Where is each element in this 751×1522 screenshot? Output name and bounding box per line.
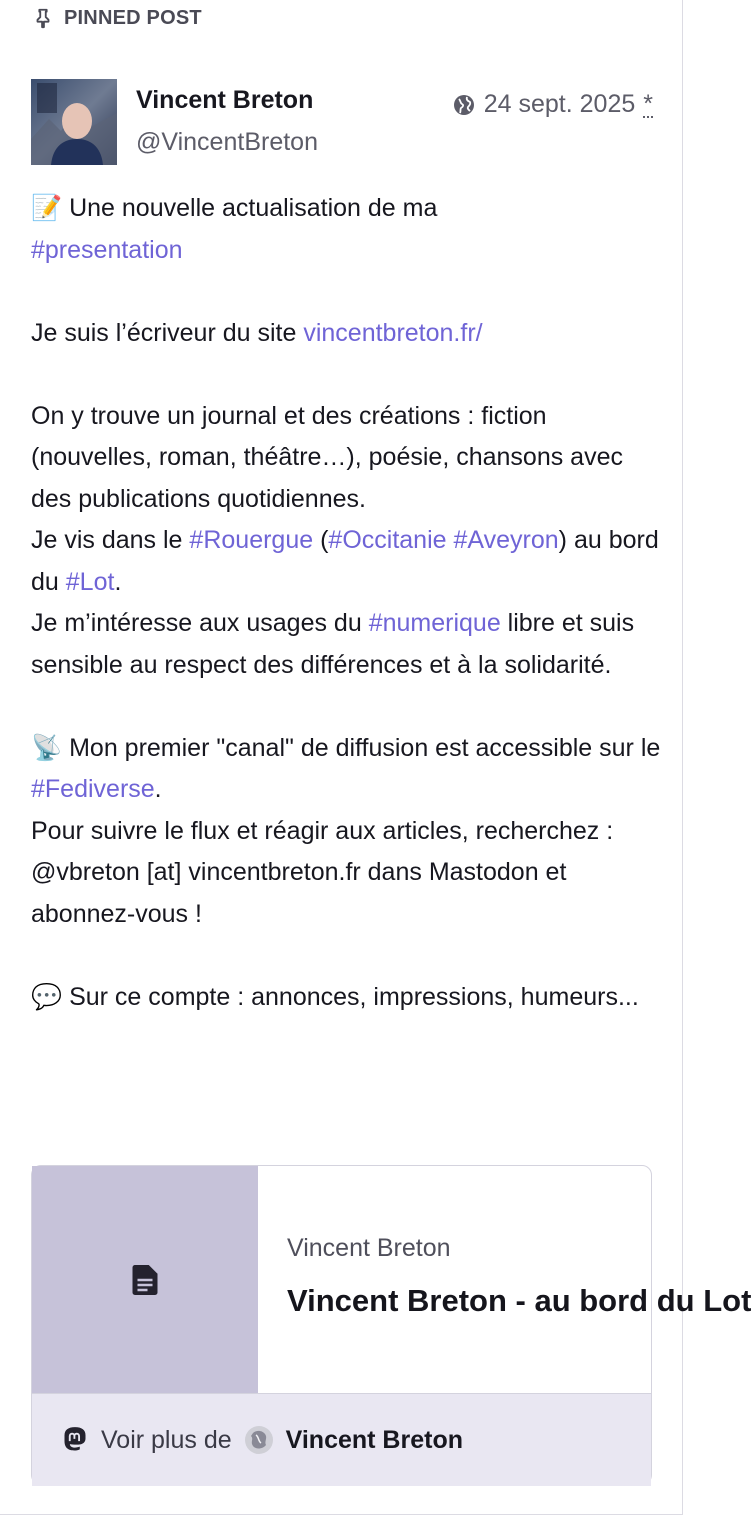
about-line-2a: Je vis dans le (31, 526, 190, 554)
intro-text: Une nouvelle actualisation de ma (62, 194, 438, 222)
edited-indicator[interactable]: * (643, 89, 653, 118)
period: . (154, 775, 162, 803)
fedi-line-2: Pour suivre le flux et réagir aux articles, recherchez : (31, 816, 614, 845)
account-text: Sur ce compte : annonces, impressions, humeurs... (62, 982, 639, 1011)
card-footer[interactable] (32, 1394, 651, 1486)
globe-icon (452, 93, 476, 117)
author-handle[interactable]: @VincentBreton (136, 128, 318, 156)
speech-bubble-emoji: 💬 (31, 982, 63, 1011)
paragraph-account (31, 977, 667, 1019)
card-author: Vincent Breton (287, 1234, 451, 1262)
card-title[interactable]: Vincent Breton - au bord du Lot (287, 1283, 751, 1318)
paragraph-fediverse (31, 728, 667, 936)
card-text (258, 1166, 751, 1393)
pinned-indicator (32, 4, 202, 32)
about-line-2b: au bord du (31, 526, 659, 596)
hashtag-lot[interactable]: #Lot (65, 567, 115, 596)
hashtag-aveyron[interactable]: #Aveyron (453, 526, 559, 554)
pin-icon (32, 7, 54, 29)
link-preview-card[interactable] (31, 1165, 751, 1485)
hashtag-presentation[interactable]: #presentation (31, 235, 183, 264)
author-name[interactable]: Vincent Breton (136, 86, 314, 114)
hashtag-numerique[interactable]: #numerique (368, 609, 501, 637)
satellite-emoji: 📡 (31, 733, 63, 762)
site-link[interactable]: vincentbreton.fr/ (303, 318, 483, 347)
post-content (31, 188, 667, 1018)
fedi-line-1: Mon premier "canal" de diffusion est accessible sur le (62, 733, 661, 762)
memo-emoji: 📝 (31, 194, 63, 222)
hashtag-rouergue[interactable]: #Rouergue (189, 526, 314, 554)
card-thumbnail (32, 1166, 258, 1393)
fedi-line-3: @vbreton [at] vincentbreton.fr dans Mastodon et abonnez-vous ! (31, 858, 567, 928)
paragraph-site (31, 313, 667, 355)
hashtag-fediverse[interactable]: #Fediverse (31, 775, 155, 803)
about-line-1: On y trouve un journal et des créations : fiction (nouvelles, roman, théâtre…), poésie, chansons avec des publications quotidiennes. (31, 401, 623, 513)
mastodon-icon (61, 1426, 89, 1454)
avatar[interactable] (31, 79, 117, 165)
see-more-author[interactable]: Vincent Breton (285, 1425, 463, 1454)
see-more-prefix: Voir plus de (101, 1425, 232, 1454)
paragraph-intro (31, 188, 667, 271)
paren-close: ) (558, 526, 567, 554)
paragraph-about (31, 396, 667, 687)
post-date[interactable]: 24 sept. 2025 (483, 90, 636, 118)
author-mini-avatar (244, 1425, 274, 1455)
document-icon (132, 1265, 158, 1295)
space (447, 526, 454, 554)
site-text: Je suis l’écriveur du site (31, 318, 304, 347)
post-meta (452, 90, 653, 119)
about-line-3b: libre et suis sensible au respect des différences et à la solidarité. (31, 609, 635, 679)
about-line-3a: Je m’intéresse aux usages du (31, 609, 369, 637)
card-main[interactable] (32, 1166, 751, 1394)
paren-open: ( (313, 526, 329, 554)
pinned-label: PINNED POST (64, 6, 202, 29)
period: . (114, 567, 122, 596)
hashtag-occitanie[interactable]: #Occitanie (328, 526, 447, 554)
